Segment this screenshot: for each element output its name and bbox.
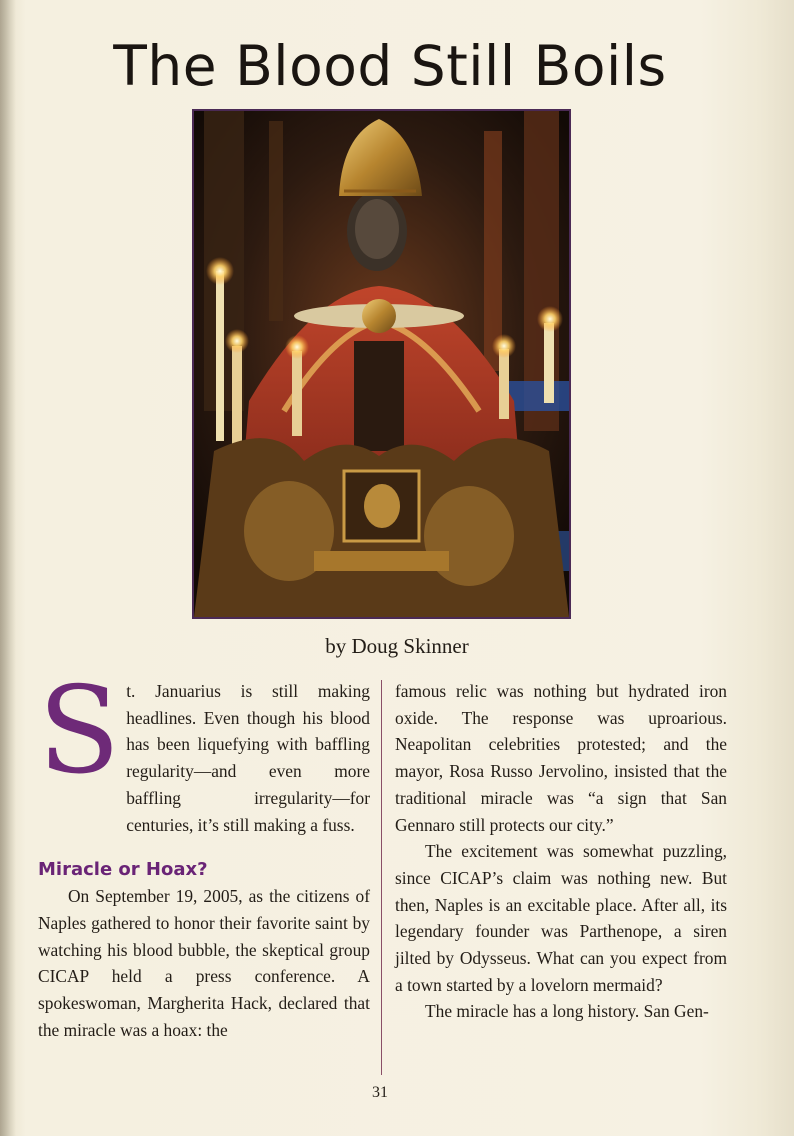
right-column [395,678,727,1025]
reliquary-bust-image [194,111,569,617]
article-photo [192,109,571,619]
byline: by Doug Skinner [325,634,469,658]
drop-cap: S [38,662,121,801]
body-paragraph: The excitement was somewhat puzzling, since CICAP’s claim was nothing new. But then, Naples is an excitable place. After all, its legendary founder was Parthenope, a siren jilted by Odysseus. What can you expect from a town started by a lovelorn mermaid? [395,841,727,995]
body-paragraph: On September 19, 2005, as the citizens of Naples gathered to honor their favorite saint by watching his blood bubble, the skeptical group CICAP held a press conference. A spokeswoman, Margherita Hack, declared that the miracle was a hoax: the [38,886,370,1040]
binding-shadow [0,0,16,1136]
section-heading: Miracle or Hoax? [38,859,208,881]
intro-paragraph: t. Januarius is still making headlines. Even though his blood has been liquefying with baffling regularity—and even more baffling irregularity—for centuries, it’s still making a fuss. [126,681,370,835]
article-title: The Blood Still Boils [113,34,667,98]
left-column [38,662,370,1043]
page-number: 31 [372,1084,388,1101]
column-divider [381,680,382,1075]
body-paragraph: famous relic was nothing but hydrated iron oxide. The response was uproarious. Neapolitan celebrities protested; and the mayor, Rosa Russo Jervolino, insisted that the traditional miracle was “a sign that San Gennaro still protects our city.” [395,681,727,835]
body-paragraph: The miracle has a long history. San Gen- [425,1001,709,1022]
